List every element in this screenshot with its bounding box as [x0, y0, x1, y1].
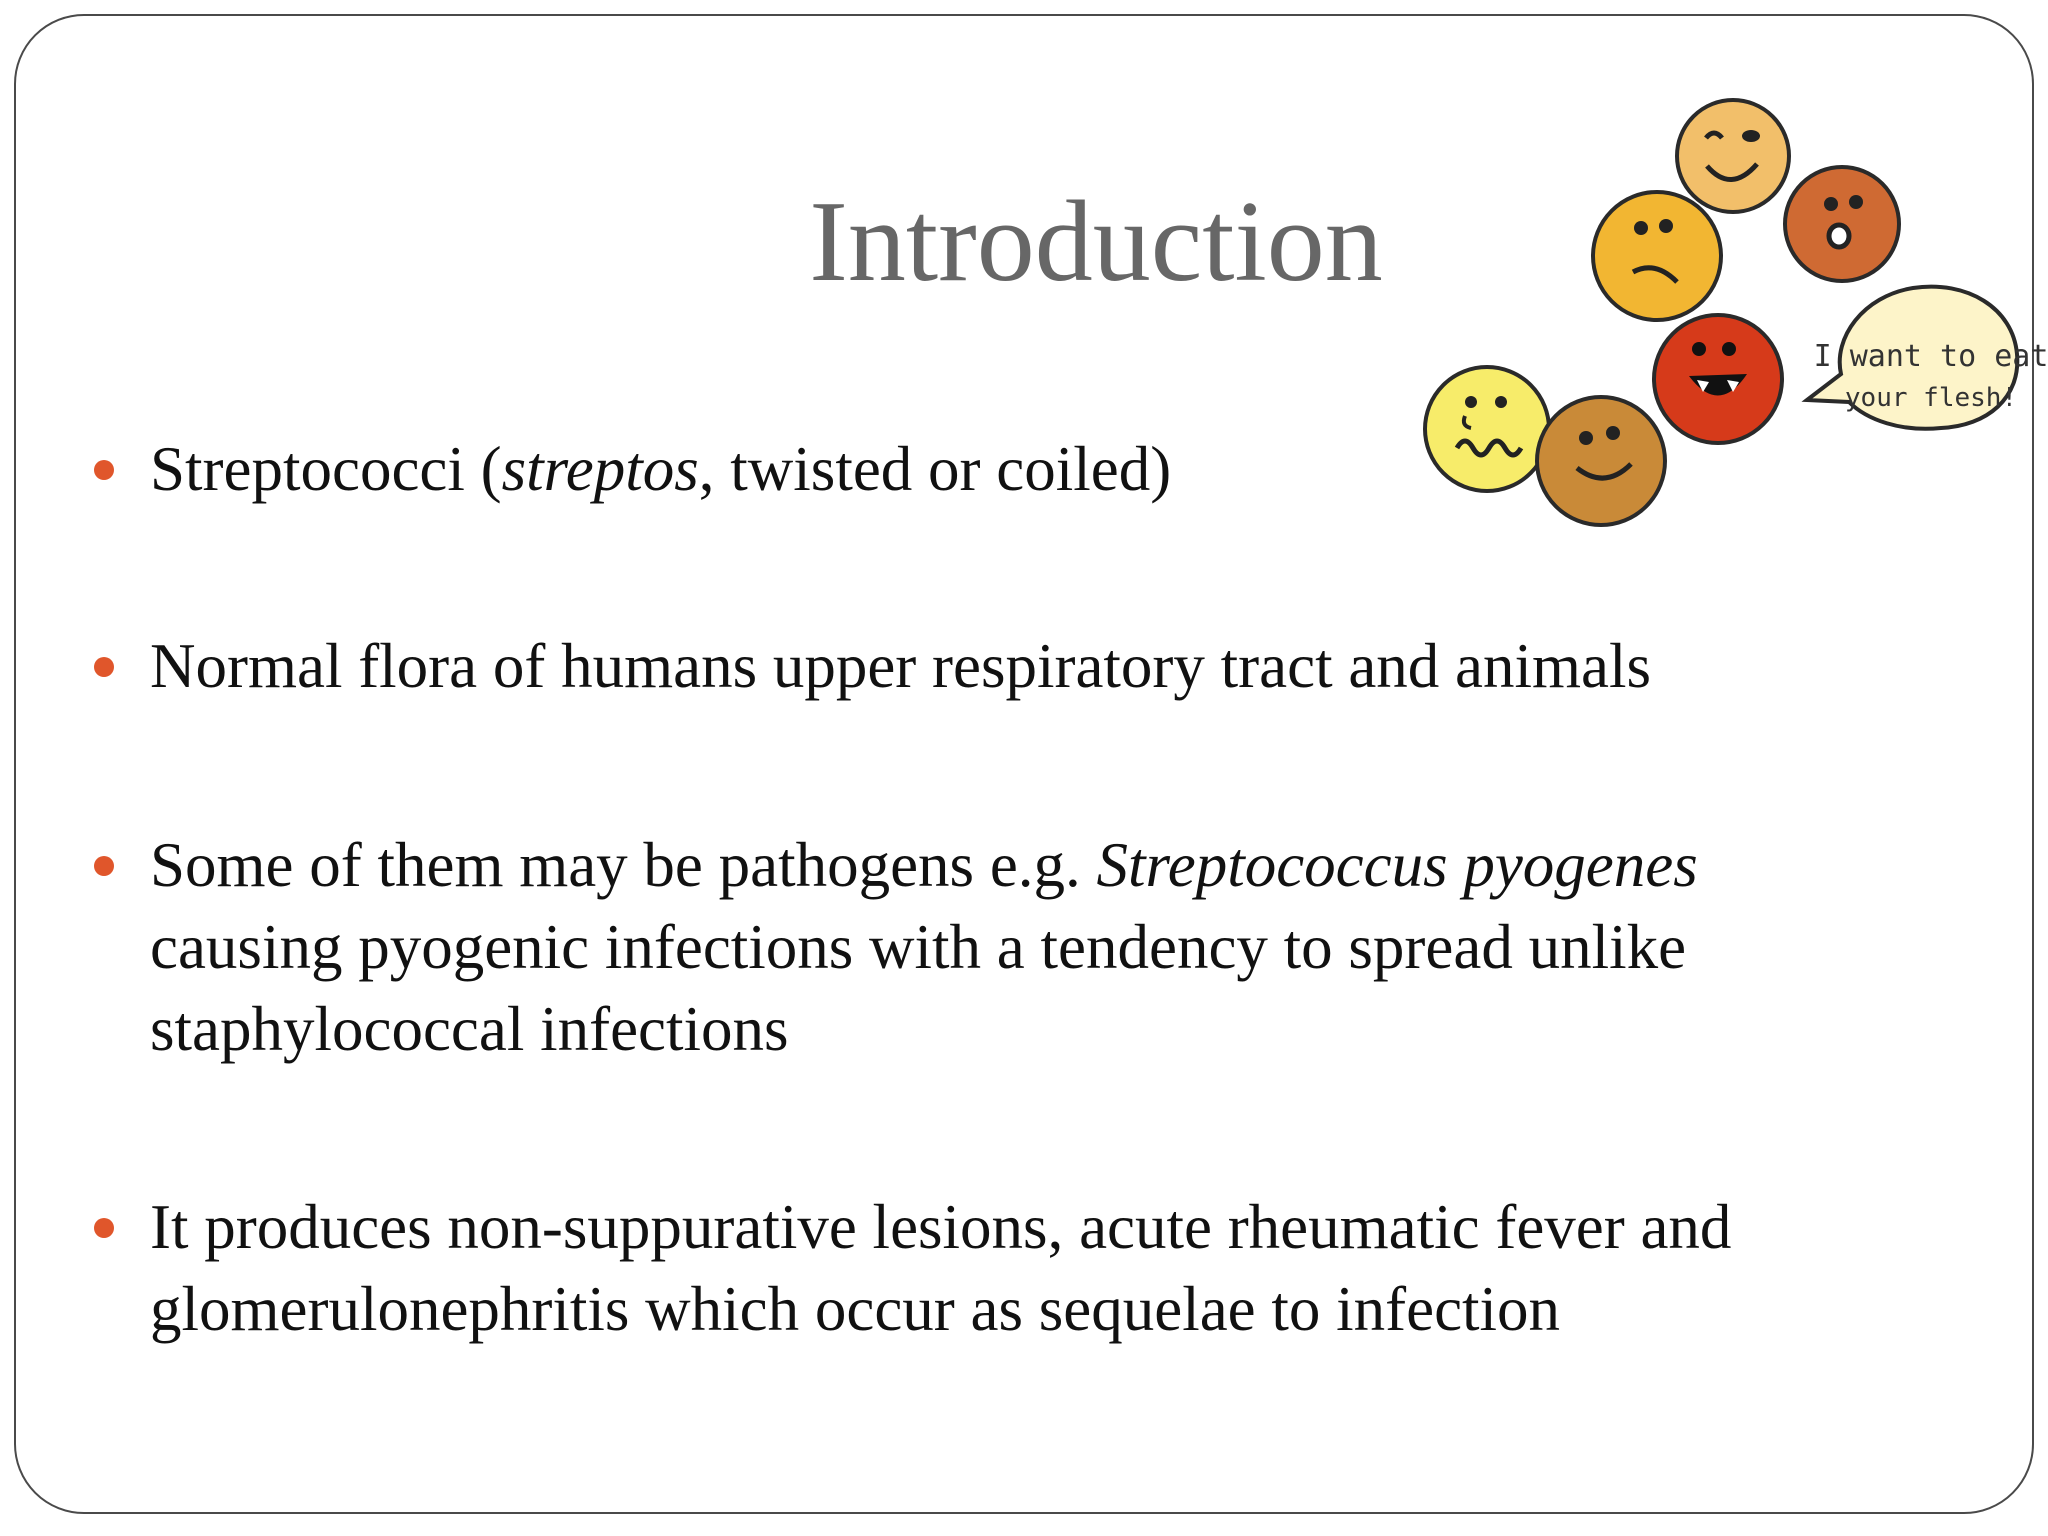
bullet-item	[150, 625, 1970, 707]
bullet-text-line2: glomerulonephritis which occur as sequelae to infection	[150, 1274, 1561, 1344]
speech-bubble-line2: your flesh!	[1844, 383, 2018, 413]
bullet-item	[150, 1186, 1970, 1350]
bullet-dot-icon	[94, 856, 114, 876]
bullet-list	[16, 16, 2032, 1512]
bullet-text-line3: staphylococcal infections	[150, 994, 789, 1064]
bullet-text-line2: causing pyogenic infections with a tendency to spread unlike	[150, 912, 1687, 982]
bullet-text: Normal flora of humans upper respiratory tract and animals	[150, 631, 1651, 701]
bullet-text: It produces non-suppurative lesions, acute rheumatic fever and	[150, 1192, 1732, 1262]
bullet-dot-icon	[94, 460, 114, 480]
bullet-text: Streptococci (streptos, twisted or coiled)	[150, 434, 1172, 504]
bullet-dot-icon	[94, 1218, 114, 1238]
bullet-item	[150, 428, 1970, 510]
bullet-item	[150, 824, 1970, 1070]
speech-bubble-line1: I want to eat	[1813, 339, 2048, 374]
bullet-dot-icon	[94, 657, 114, 677]
slide-frame	[14, 14, 2048, 1514]
slide-title: Introduction	[809, 178, 1383, 306]
bullet-text: Some of them may be pathogens e.g. Streptococcus pyogenes	[150, 830, 1698, 900]
